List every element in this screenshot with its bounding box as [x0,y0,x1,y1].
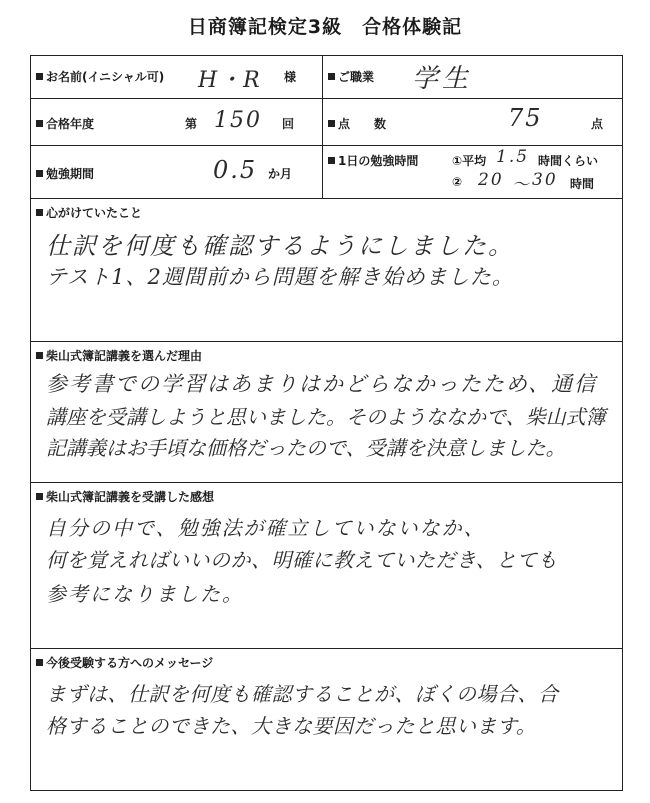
score-label-text: 点 数 [338,117,387,131]
name-label [36,68,164,85]
daily-avg-label: ①平均 [452,154,487,168]
name-suffix: 様 [284,70,297,84]
divider [30,145,623,146]
section-label [36,347,202,364]
bullet-square-icon [36,73,43,80]
score-suffix: 点 [591,117,604,131]
handwritten-line: 講座を受講しようと思いました。そのようななかで、柴山式簿 [46,405,606,429]
occupation-label-text: ご職業 [338,70,375,84]
daily-range-sep: 〜 [512,175,531,195]
handwritten-line: 自分の中で、勉強法が確立していないなか、 [46,516,486,540]
handwritten-line: テスト1、2週間前から問題を解き始めました。 [46,265,514,289]
handwritten-line: 参考書での学習はあまりはかどらなかったため、通信 [46,372,598,396]
bullet-square-icon [36,493,43,500]
year-label-text: 合格年度 [46,117,95,131]
divider [30,198,623,199]
year-label [36,115,94,132]
score-value: 75 [508,104,543,132]
period-label [36,165,94,182]
handwritten-line: 何を覚えればいいのか、明確に教えていただき、とても [46,548,558,572]
year-suffix: 回 [282,117,295,131]
bullet-square-icon [36,209,43,216]
divider [30,98,623,99]
bullet-square-icon [36,170,43,177]
bullet-square-icon [328,120,335,127]
period-suffix: か月 [268,167,293,181]
section-label-text: 今後受験する方へのメッセージ [46,656,214,670]
handwritten-line: 記講義はお手頃な価格だったので、受講を決意しました。 [46,436,566,460]
divider [30,341,623,342]
section-label-text: 柴山式簿記講義を受講した感想 [46,490,215,504]
handwritten-line: まずは、仕訳を何度も確認することが、ぼくの場合、合 [46,682,559,706]
year-value: 150 [214,108,262,133]
divider [30,648,623,649]
divider [30,482,623,483]
daily-label [328,152,418,169]
daily-range-label: ② [452,175,463,189]
occupation-label [328,68,374,85]
handwritten-line: 格することのできた、大きな要因だったと思います。 [46,714,537,738]
section-label-text: 心がけていたこと [46,206,143,220]
daily-range-to: 30 [532,170,558,190]
occupation-value: 学生 [412,64,473,94]
bullet-square-icon [328,73,335,80]
daily-avg-suffix: 時間くらい [538,154,599,168]
name-value: H・R [198,68,262,93]
form-title: 日商簿記検定3級 合格体験記 [187,16,463,38]
divider [322,55,323,198]
section-label [36,488,214,505]
bullet-square-icon [36,120,43,127]
score-label [328,115,386,132]
daily-avg-value: 1.5 [496,147,530,167]
handwritten-line: 仕訳を何度も確認するようにしました。 [46,232,514,260]
period-value: 0.5 [213,156,258,184]
name-label-text: お名前(イニシャル可) [46,70,165,84]
bullet-square-icon [36,352,43,359]
daily-range-from: 20 [478,170,504,190]
bullet-square-icon [328,157,335,164]
section-label [36,654,213,671]
section-label [36,204,142,221]
daily-range-suffix: 時間 [570,177,595,191]
period-label-text: 勉強期間 [46,167,95,181]
daily-label-text: 1日の勉強時間 [338,154,419,168]
section-label-text: 柴山式簿記講義を選んだ理由 [46,349,203,363]
handwritten-line: 参考になりました。 [46,582,244,606]
bullet-square-icon [36,659,43,666]
year-prefix: 第 [185,117,198,131]
